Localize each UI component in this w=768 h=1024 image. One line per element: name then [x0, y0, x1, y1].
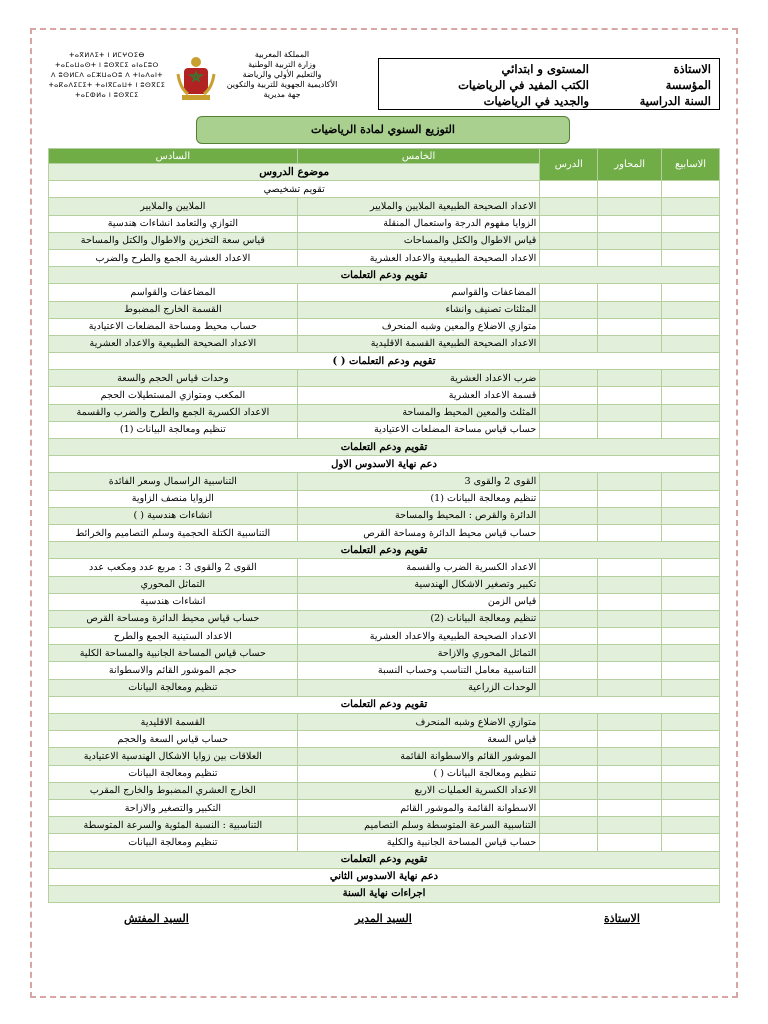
table-row: [49, 507, 720, 524]
week-cell: [662, 731, 720, 748]
sixth-grade-lesson: انشاءات هندسية ( ): [49, 507, 298, 524]
sixth-grade-lesson: الاعداد الستينية الجمع والطرح: [49, 628, 298, 645]
ministry-line-4: الأكاديمية الجهوية للتربية والتكوين: [226, 80, 338, 89]
lesson-cell: [540, 714, 598, 731]
lesson-cell: [540, 335, 598, 352]
sixth-grade-lesson: التناسبية الراسمال وسعر الفائدة: [49, 473, 298, 490]
axis-cell: [598, 799, 662, 816]
sixth-grade-lesson: قياس سعة التخزين والاطوال والكتل والمساحة: [49, 232, 298, 249]
table-row: [49, 490, 720, 507]
evaluation-band-row: [49, 542, 720, 559]
schedule-body: [49, 181, 720, 903]
week-cell: [662, 404, 720, 421]
moroccan-coat-of-arms-icon: [174, 54, 218, 102]
week-cell: [662, 507, 720, 524]
fifth-grade-lesson: حساب قياس مساحة المضلعات الاعتيادية: [297, 421, 540, 438]
band-label: اجراءات نهاية السنة: [49, 885, 720, 902]
table-row: [49, 610, 720, 627]
sixth-grade-lesson: المضاعفات والقواسم: [49, 284, 298, 301]
lesson-cell: [540, 559, 598, 576]
evaluation-band-row: [49, 456, 720, 473]
sixth-grade-lesson: الخارج العشري المضبوط والخارج المقرب: [49, 782, 298, 799]
lesson-cell: [540, 249, 598, 266]
lesson-cell: [540, 765, 598, 782]
sixth-grade-lesson: التناسبية : النسبة المئوية والسرعة المتوسطة: [49, 817, 298, 834]
sixth-grade-lesson: تنظيم ومعالجة البيانات: [49, 834, 298, 851]
fifth-grade-lesson: الاعداد الكسرية العمليات الاربع: [297, 782, 540, 799]
axis-cell: [598, 714, 662, 731]
axis-cell: [598, 473, 662, 490]
book-line-1: الكتب المفيد في الرياضيات: [458, 78, 589, 92]
week-cell: [662, 765, 720, 782]
axis-cell: [598, 370, 662, 387]
sixth-grade-lesson: المكعب ومتوازي المستطيلات الحجم: [49, 387, 298, 404]
axis-cell: [598, 335, 662, 352]
week-cell: [662, 628, 720, 645]
director-signature-label: السيد المدير: [355, 912, 412, 925]
lesson-cell: [540, 507, 598, 524]
band-label: تقويم ودعم التعلمات: [49, 267, 720, 284]
axis-cell: [598, 232, 662, 249]
lesson-cell: [540, 318, 598, 335]
axis-cell: [598, 215, 662, 232]
lesson-cell: [540, 645, 598, 662]
week-cell: [662, 215, 720, 232]
teacher-label: الاستاذة: [673, 62, 711, 76]
week-cell: [662, 679, 720, 696]
evaluation-band-row: [49, 439, 720, 456]
evaluation-band-row: [49, 353, 720, 370]
teacher-signature-label: الاستاذة: [604, 912, 640, 925]
lesson-cell: [540, 593, 598, 610]
axis-cell: [598, 507, 662, 524]
sixth-grade-lesson: تنظيم ومعالجة البيانات: [49, 765, 298, 782]
lesson-cell: [540, 610, 598, 627]
fifth-grade-lesson: الموشور القائم والاسطوانة القائمة: [297, 748, 540, 765]
band-label: تقويم ودعم التعلمات: [49, 542, 720, 559]
header-labels: [640, 61, 711, 109]
topic-header: موضوع الدروس: [49, 164, 540, 181]
lesson-cell: [540, 799, 598, 816]
tifinagh-header: [48, 50, 166, 100]
week-cell: [662, 645, 720, 662]
fifth-grade-lesson: قياس السعة: [297, 731, 540, 748]
band-label: دعم نهاية الاسدوس الاول: [49, 456, 720, 473]
fifth-grade-lesson: الاعداد الصحيحة الطبيعية والاعداد العشرية: [297, 628, 540, 645]
fifth-grade-lesson: ضرب الاعداد العشرية: [297, 370, 540, 387]
week-cell: [662, 662, 720, 679]
table-row: [49, 318, 720, 335]
tifinagh-line-5: ⵜⴰⵎⵀⵍⴰ ⵏ ⵓⵙⴳⵎⵉ: [75, 91, 139, 99]
week-cell: [662, 249, 720, 266]
lesson-cell: [540, 284, 598, 301]
week-cell: [662, 198, 720, 215]
evaluation-band-row: [49, 267, 720, 284]
lesson-cell: [540, 834, 598, 851]
axis-cell: [598, 198, 662, 215]
fifth-grade-lesson: حساب قياس محيط الدائرة ومساحة القرص: [297, 524, 540, 541]
fifth-grade-lesson: قياس الاطوال والكتل والمساحات: [297, 232, 540, 249]
lesson-cell: [540, 628, 598, 645]
fifth-grade-lesson: المضاعفات والقواسم: [297, 284, 540, 301]
band-label: تقويم ودعم التعلمات: [49, 439, 720, 456]
evaluation-band-row: [49, 868, 720, 885]
band-label: تقويم ودعم التعلمات: [49, 696, 720, 713]
page-title: التوزيع السنوي لمادة الرياضيات: [196, 116, 570, 144]
lesson-cell: [540, 679, 598, 696]
lesson-cell: [540, 387, 598, 404]
table-row: [49, 404, 720, 421]
fifth-grade-lesson: الزوايا مفهوم الدرجة واستعمال المنقلة: [297, 215, 540, 232]
lesson-cell: [540, 731, 598, 748]
ministry-line-5: جهة مديرية: [263, 90, 301, 99]
week-cell: [662, 473, 720, 490]
axis-cell: [598, 387, 662, 404]
table-row: [49, 748, 720, 765]
lesson-cell: [540, 404, 598, 421]
fifth-grade-lesson: قياس الزمن: [297, 593, 540, 610]
lesson-cell: [540, 576, 598, 593]
week-cell: [662, 490, 720, 507]
week-cell: [662, 284, 720, 301]
week-cell: [662, 421, 720, 438]
fifth-grade-lesson: التناسبية السرعة المتوسطة وسلم التصاميم: [297, 817, 540, 834]
lesson-cell: [540, 817, 598, 834]
evaluation-band-row: [49, 851, 720, 868]
sixth-grade-lesson: حساب قياس المساحة الجانبية والمساحة الكلية: [49, 645, 298, 662]
sixth-grade-lesson: الزوايا منصف الزاوية: [49, 490, 298, 507]
fifth-grade-lesson: القوى 2 والقوى 3: [297, 473, 540, 490]
table-row: [49, 799, 720, 816]
fifth-grade-lesson: متوازي الاضلاع وشبه المنحرف: [297, 714, 540, 731]
axis-cell: [598, 645, 662, 662]
week-cell: [662, 370, 720, 387]
axis-cell: [598, 249, 662, 266]
week-cell: [662, 387, 720, 404]
fifth-grade-lesson: تنظيم ومعالجة البيانات (1): [297, 490, 540, 507]
fifth-grade-lesson: الاسطوانة القائمة والموشور القائم: [297, 799, 540, 816]
lesson-cell: [540, 232, 598, 249]
tifinagh-line-1: ⵜⴰⴳⵍⴷⵉⵜ ⵏ ⵍⵎⵖⵔⵉⴱ: [69, 51, 145, 59]
table-row: [49, 473, 720, 490]
table-header-row: [49, 149, 720, 164]
table-row: [49, 215, 720, 232]
ministry-line-2: وزارة التربية الوطنية: [248, 60, 316, 69]
axis-cell: [598, 593, 662, 610]
sixth-grade-lesson: حساب قياس محيط الدائرة ومساحة القرص: [49, 610, 298, 627]
sixth-grade-lesson: تنظيم ومعالجة البيانات (1): [49, 421, 298, 438]
inspector-signature-label: السيد المفتش: [124, 912, 189, 925]
lesson-cell: [540, 662, 598, 679]
sixth-grade-lesson: حجم الموشور القائم والاسطوانة: [49, 662, 298, 679]
axis-cell: [598, 817, 662, 834]
table-row: [49, 387, 720, 404]
book-line-2: والجديد في الرياضيات: [483, 94, 589, 108]
axis-cell: [598, 662, 662, 679]
diagnostic-row: [49, 181, 720, 198]
table-row: [49, 628, 720, 645]
table-row: [49, 370, 720, 387]
axis-cell: [598, 782, 662, 799]
table-row: [49, 731, 720, 748]
lesson-cell: [540, 181, 598, 198]
col-weeks: الاسابيع: [662, 149, 720, 181]
ministry-line-1: المملكة المغربية: [254, 50, 310, 59]
table-row: [49, 576, 720, 593]
axis-cell: [598, 301, 662, 318]
col-fifth: الخامس: [297, 149, 540, 164]
lesson-cell: [540, 370, 598, 387]
table-row: [49, 421, 720, 438]
evaluation-band-row: [49, 885, 720, 902]
week-cell: [662, 318, 720, 335]
tifinagh-line-2: ⵜⴰⵎⴰⵡⴰⵙⵜ ⵏ ⵓⵙⴳⵎⵉ ⴰⵏⴰⵎⵓⵔ: [55, 61, 159, 69]
fifth-grade-lesson: المثلثات تصنيف وانشاء: [297, 301, 540, 318]
table-row: [49, 782, 720, 799]
sixth-grade-lesson: حساب محيط ومساحة المضلعات الاعتيادية: [49, 318, 298, 335]
week-cell: [662, 748, 720, 765]
lesson-cell: [540, 473, 598, 490]
sixth-grade-lesson: التكبير والتصغير والازاحة: [49, 799, 298, 816]
week-cell: [662, 610, 720, 627]
fifth-grade-lesson: الاعداد الصحيحة الطبيعية الملايين والملايير: [297, 198, 540, 215]
week-cell: [662, 834, 720, 851]
sixth-grade-lesson: القسمة الخارج المضبوط: [49, 301, 298, 318]
fifth-grade-lesson: التناسبية معامل التناسب وحساب النسبة: [297, 662, 540, 679]
year-label: السنة الدراسية: [639, 94, 711, 108]
table-row: [49, 249, 720, 266]
week-cell: [662, 576, 720, 593]
axis-cell: [598, 318, 662, 335]
week-cell: [662, 181, 720, 198]
axis-cell: [598, 490, 662, 507]
lesson-cell: [540, 215, 598, 232]
sixth-grade-lesson: حساب قياس السعة والحجم: [49, 731, 298, 748]
axis-cell: [598, 834, 662, 851]
sixth-grade-lesson: العلاقات بين زوايا الاشكال الهندسية الاعتيادية: [49, 748, 298, 765]
table-row: [49, 559, 720, 576]
axis-cell: [598, 404, 662, 421]
week-cell: [662, 817, 720, 834]
header-info-box: [378, 58, 720, 110]
sixth-grade-lesson: التناسبية الكتلة الحجمية وسلم التصاميم والخرائط: [49, 524, 298, 541]
sixth-grade-lesson: الملايين والملايير: [49, 198, 298, 215]
week-cell: [662, 714, 720, 731]
tifinagh-line-4: ⵜⴰⴽⴰⴷⵉⵎⵉⵜ ⵜⴰⵏⴳⵎⴰⵡⵜ ⵏ ⵓⵙⴳⵎⵉ: [48, 81, 166, 89]
axis-cell: [598, 679, 662, 696]
lesson-cell: [540, 301, 598, 318]
schedule-table: [48, 148, 720, 903]
lesson-cell: [540, 524, 598, 541]
fifth-grade-lesson: الاعداد الكسرية الضرب والقسمة: [297, 559, 540, 576]
level-line: المستوى و ابتدائي: [501, 62, 589, 76]
table-row: [49, 765, 720, 782]
evaluation-band-row: [49, 696, 720, 713]
school-label: المؤسسة: [665, 78, 711, 92]
fifth-grade-lesson: حساب قياس المساحة الجانبية والكلية: [297, 834, 540, 851]
week-cell: [662, 335, 720, 352]
sixth-grade-lesson: الاعداد الصحيحة الطبيعية والاعداد العشرية: [49, 335, 298, 352]
tifinagh-line-3: ⴷ ⵓⵙⵍⵎⴷ ⴰⵎⵣⵡⴰⵔⵓ ⴷ ⵜⵏⴰⴷⴰⵏⵜ: [51, 71, 163, 79]
week-cell: [662, 593, 720, 610]
sixth-grade-lesson: الاعداد العشرية الجمع والطرح والضرب: [49, 249, 298, 266]
col-lesson: الدرس: [540, 149, 598, 181]
table-row: [49, 679, 720, 696]
lesson-cell: [540, 198, 598, 215]
fifth-grade-lesson: المثلث والمعين المحيط والمساحة: [297, 404, 540, 421]
band-label: دعم نهاية الاسدوس الثاني: [49, 868, 720, 885]
axis-cell: [598, 731, 662, 748]
axis-cell: [598, 284, 662, 301]
table-row: [49, 284, 720, 301]
fifth-grade-lesson: تكبير وتصغير الاشكال الهندسية: [297, 576, 540, 593]
table-row: [49, 817, 720, 834]
lesson-cell: [540, 490, 598, 507]
table-row: [49, 524, 720, 541]
merged-lesson-cell: تقويم تشخيصي: [49, 181, 540, 198]
week-cell: [662, 301, 720, 318]
week-cell: [662, 524, 720, 541]
table-row: [49, 301, 720, 318]
table-row: [49, 645, 720, 662]
sixth-grade-lesson: القوى 2 والقوى 3 : مربع عدد ومكعب عدد: [49, 559, 298, 576]
band-label: تقويم ودعم التعلمات ( ): [49, 353, 720, 370]
fifth-grade-lesson: تنظيم ومعالجة البيانات (2): [297, 610, 540, 627]
band-label: تقويم ودعم التعلمات: [49, 851, 720, 868]
fifth-grade-lesson: الاعداد الصحيحة الطبيعية والاعداد العشرية: [297, 249, 540, 266]
lesson-cell: [540, 782, 598, 799]
sixth-grade-lesson: تنظيم ومعالجة البيانات: [49, 679, 298, 696]
week-cell: [662, 782, 720, 799]
col-sixth: السادس: [49, 149, 298, 164]
fifth-grade-lesson: الدائرة والقرص : المحيط والمساحة: [297, 507, 540, 524]
axis-cell: [598, 421, 662, 438]
table-row: [49, 232, 720, 249]
fifth-grade-lesson: التماثل المحوري والازاحة: [297, 645, 540, 662]
sixth-grade-lesson: الاعداد الكسرية الجمع والطرح والضرب والقسمة: [49, 404, 298, 421]
sixth-grade-lesson: وحدات قياس الحجم والسعة: [49, 370, 298, 387]
table-row: [49, 198, 720, 215]
lesson-cell: [540, 748, 598, 765]
lesson-cell: [540, 421, 598, 438]
axis-cell: [598, 748, 662, 765]
table-row: [49, 662, 720, 679]
week-cell: [662, 799, 720, 816]
axis-cell: [598, 628, 662, 645]
ministry-header: [222, 50, 342, 100]
fifth-grade-lesson: تنظيم ومعالجة البيانات ( ): [297, 765, 540, 782]
axis-cell: [598, 559, 662, 576]
table-row: [49, 593, 720, 610]
header-level-books: [458, 61, 589, 109]
table-row: [49, 335, 720, 352]
week-cell: [662, 559, 720, 576]
sixth-grade-lesson: انشاءات هندسية: [49, 593, 298, 610]
sixth-grade-lesson: التماثل المحوري: [49, 576, 298, 593]
week-cell: [662, 232, 720, 249]
axis-cell: [598, 610, 662, 627]
table-row: [49, 834, 720, 851]
sixth-grade-lesson: التوازي والتعامد انشاءات هندسية: [49, 215, 298, 232]
axis-cell: [598, 576, 662, 593]
fifth-grade-lesson: متوازي الاضلاع والمعين وشبه المنحرف: [297, 318, 540, 335]
ministry-line-3: والتعليم الأولي والرياضة: [242, 70, 322, 79]
fifth-grade-lesson: قسمة الاعداد العشرية: [297, 387, 540, 404]
axis-cell: [598, 765, 662, 782]
sixth-grade-lesson: القسمة الاقليدية: [49, 714, 298, 731]
fifth-grade-lesson: الوحدات الزراعية: [297, 679, 540, 696]
fifth-grade-lesson: الاعداد الصحيحة الطبيعية القسمة الاقليدية: [297, 335, 540, 352]
axis-cell: [598, 524, 662, 541]
axis-cell: [598, 181, 662, 198]
col-axes: المحاور: [598, 149, 662, 181]
table-row: [49, 714, 720, 731]
